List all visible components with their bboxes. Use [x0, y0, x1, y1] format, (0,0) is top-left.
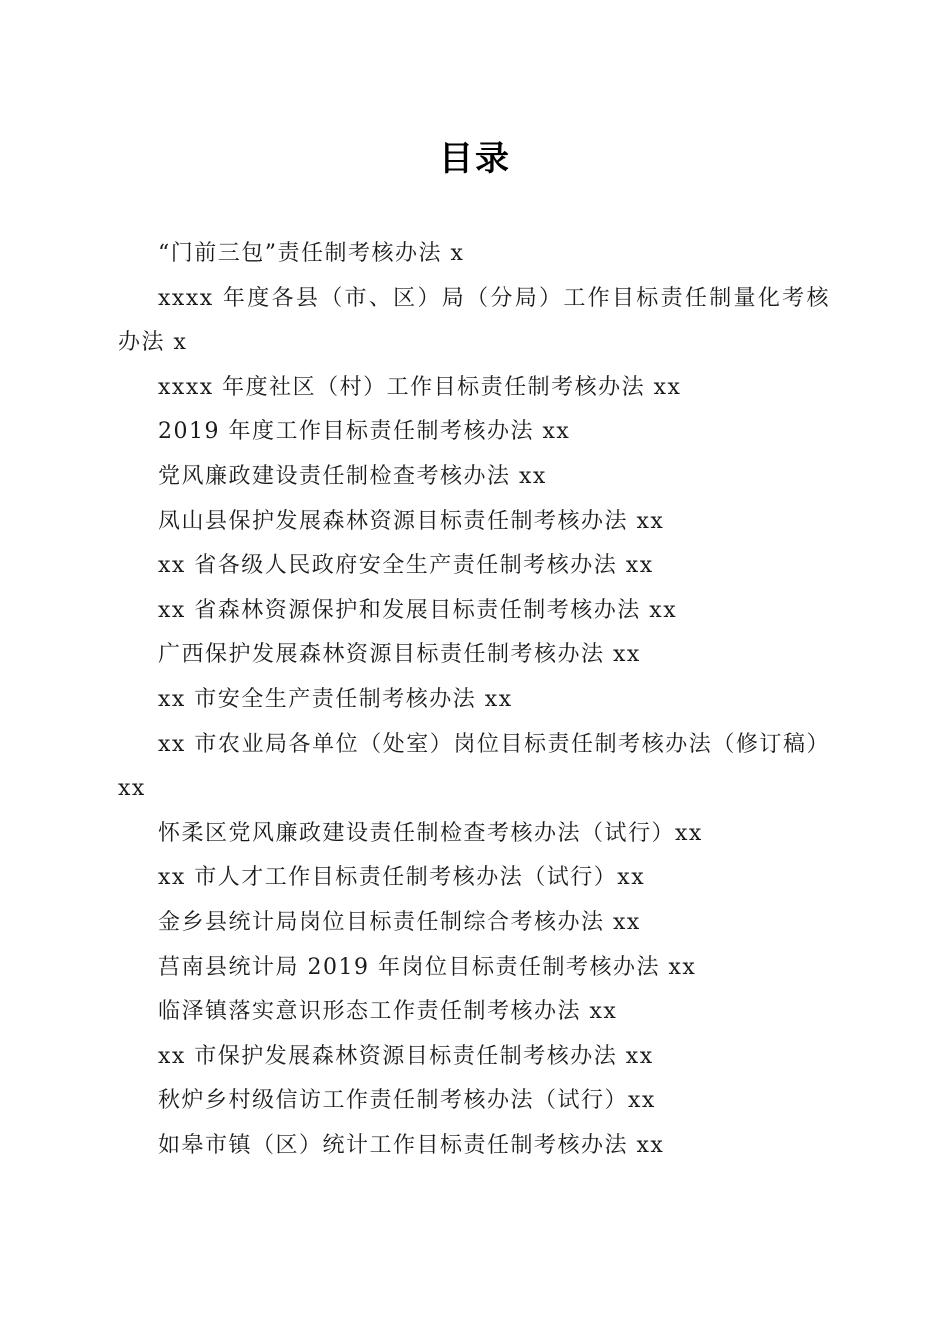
toc-entry[interactable]: xx 省森林资源保护和发展目标责任制考核办法 xx	[158, 597, 678, 623]
toc-entry[interactable]: “门前三包”责任制考核办法 x	[158, 241, 465, 266]
toc-entry[interactable]: 莒南县统计局 2019 年岗位目标责任制考核办法 xx	[158, 954, 697, 980]
toc-entry[interactable]: 广西保护发展森林资源目标责任制考核办法 xx	[158, 642, 641, 668]
toc-entry[interactable]: xxxx 年度各县（市、区）局（分局）工作目标责任制量化考核办法 x	[118, 285, 830, 356]
toc-entry[interactable]: 2019 年度工作目标责任制考核办法 xx	[158, 419, 571, 445]
toc-entry[interactable]: 怀柔区党风廉政建设责任制检查考核办法（试行）xx	[158, 820, 703, 846]
toc-entry[interactable]: xx 市安全生产责任制考核办法 xx	[158, 686, 513, 712]
toc-entry[interactable]: 凤山县保护发展森林资源目标责任制考核办法 xx	[158, 508, 665, 534]
toc-entry[interactable]: xx 省各级人民政府安全生产责任制考核办法 xx	[158, 553, 654, 579]
toc-entry[interactable]: 临泽镇落实意识形态工作责任制考核办法 xx	[158, 999, 618, 1025]
toc-entry[interactable]: xx 市农业局各单位（处室）岗位目标责任制考核办法（修订稿）xx	[118, 731, 830, 802]
table-of-contents	[118, 232, 830, 1168]
toc-entry[interactable]: 党风廉政建设责任制检查考核办法 xx	[158, 463, 547, 489]
toc-entry[interactable]: 如皋市镇（区）统计工作目标责任制考核办法 xx	[158, 1132, 665, 1158]
page-title: 目录	[439, 139, 511, 179]
toc-entry[interactable]: xx 市人才工作目标责任制考核办法（试行）xx	[158, 865, 646, 891]
toc-entry[interactable]: xx 市保护发展森林资源目标责任制考核办法 xx	[158, 1043, 654, 1069]
toc-entry[interactable]: 秋炉乡村级信访工作责任制考核办法（试行）xx	[158, 1088, 656, 1114]
toc-entry[interactable]: 金乡县统计局岗位目标责任制综合考核办法 xx	[158, 909, 641, 935]
toc-entry[interactable]: xxxx 年度社区（村）工作目标责任制考核办法 xx	[158, 374, 682, 400]
